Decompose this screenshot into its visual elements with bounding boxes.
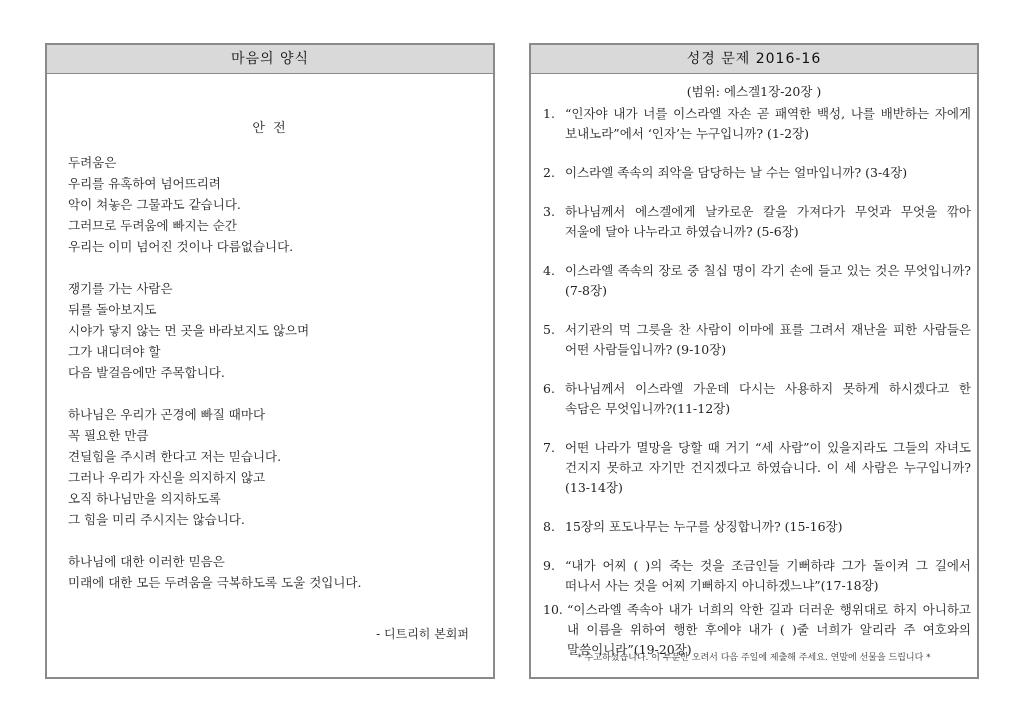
poem-stanza	[68, 278, 478, 383]
poem-line: 미래에 대한 모든 두려움을 극복하도록 도울 것입니다.	[68, 575, 362, 590]
poem-line: 그 힘을 미리 주시지는 않습니다.	[68, 512, 245, 527]
question-number: 6.	[543, 381, 555, 396]
poem-body	[68, 152, 478, 614]
question-item	[543, 556, 971, 596]
question-number: 5.	[543, 322, 555, 337]
question-text: 서기관의 먹 그릇을 찬 사람이 이마에 표를 그려서 재난을 피한 사람들은 어떤 사람들입니까? (9-10장)	[565, 322, 971, 357]
question-text: 이스라엘 족속의 죄악을 담당하는 날 수는 얼마입니까? (3-4장)	[565, 165, 908, 180]
question-item	[543, 517, 971, 537]
question-number: 4.	[543, 263, 555, 278]
question-item	[543, 438, 971, 498]
panel-title: 마음의 양식	[47, 45, 493, 74]
question-number: 7.	[543, 440, 555, 455]
question-text: 하나님께서 이스라엘 가운데 다시는 사용하지 못하게 하시겠다고 한 속담은 무엇입니까?(11-12장)	[565, 381, 971, 416]
poem-line: 시야가 닿지 않는 먼 곳을 바라보지도 않으며	[68, 323, 310, 338]
question-text: 어떤 나라가 멸망을 당할 때 거기 “세 사람”이 있을지라도 그들의 자녀도 건지지 못하고 자기만 건지겠다고 하였습니다. 이 세 사람은 누구입니까? (13-14장)	[565, 440, 971, 495]
question-item	[543, 320, 971, 360]
poem-line: 오직 하나님만을 의지하도록	[68, 491, 221, 506]
question-number: 9.	[543, 558, 555, 573]
poem-line: 하나님에 대한 이러한 믿음은	[68, 554, 225, 569]
question-number: 1.	[543, 106, 555, 121]
question-list	[543, 104, 971, 660]
quiz-range: (범위: 에스겔1장-20장 )	[686, 84, 822, 99]
poem-line: 견딜힘을 주시려 한다고 저는 믿습니다.	[68, 449, 282, 464]
question-item	[543, 104, 971, 144]
question-text: 하나님께서 에스겔에게 날카로운 칼을 가져다가 무엇과 무엇을 깎아 저울에 달아 나누라고 하였습니까? (5-6장)	[565, 204, 971, 239]
question-number: 8.	[543, 519, 555, 534]
poem-line: 그러나 우리가 자신을 의지하지 않고	[68, 470, 266, 485]
panel-title: 성경 문제 2016-16	[531, 45, 977, 74]
poem-stanza	[68, 551, 478, 593]
poem-title: 안 전	[252, 121, 288, 136]
poem-line: 그러므로 두려움에 빠지는 순간	[68, 218, 237, 233]
poem-line: 우리는 이미 넘어진 것이나 다름없습니다.	[68, 239, 294, 254]
question-text: 15장의 포도나무는 누구를 상징합니까? (15-16장)	[565, 519, 843, 534]
question-text: “인자야 내가 너를 이스라엘 자손 곧 패역한 백성, 나를 배반하는 자에게 보내노라”에서 ‘인자’는 누구입니까? (1-2장)	[565, 106, 971, 141]
poem-line: 꼭 필요한 만큼	[68, 428, 149, 443]
question-text: 이스라엘 족속의 장로 중 칠십 명이 각기 손에 들고 있는 것은 무엇입니까? (7-8장)	[565, 263, 971, 298]
poem-line: 뒤를 돌아보지도	[68, 302, 157, 317]
question-number: 10.	[543, 602, 563, 617]
poem-stanza	[68, 152, 478, 257]
poem-line: 우리를 유혹하여 넘어뜨리려	[68, 176, 221, 191]
question-item	[543, 261, 971, 301]
poem-stanza	[68, 404, 478, 530]
question-number: 3.	[543, 204, 555, 219]
question-number: 2.	[543, 165, 555, 180]
question-item	[543, 379, 971, 419]
poem-line: 다음 발걸음에만 주목합니다.	[68, 365, 225, 380]
footer-note: * 수고하셨습니다. 이 부분만 오려서 다음 주일에 제출해 주세요. 연말에 선물을 드립니다 *	[577, 653, 931, 663]
question-text: “내가 어찌 ( )의 죽는 것을 조금인들 기뻐하랴 그가 돌이켜 그 길에서 떠나서 사는 것을 어찌 기뻐하지 아니하겠느냐”(17-18장)	[565, 558, 971, 593]
question-item	[543, 202, 971, 242]
question-text: “이스라엘 족속아 내가 너희의 악한 길과 더러운 행위대로 하지 아니하고 내 이름을 위하여 행한 후에야 내가 ( )줄 너희가 알리라 주 여호와의 말씀이니라”(19-20장)	[567, 602, 971, 657]
poem-line: 두려움은	[68, 155, 117, 170]
poem-line: 쟁기를 가는 사람은	[68, 281, 173, 296]
poem-author: - 디트리히 본회퍼	[376, 627, 469, 641]
bible-quiz-panel	[529, 43, 979, 679]
devotional-panel	[45, 43, 495, 679]
poem-line: 악이 쳐놓은 그물과도 같습니다.	[68, 197, 241, 212]
poem-line: 하나님은 우리가 곤경에 빠질 때마다	[68, 407, 266, 422]
poem-line: 그가 내디뎌야 할	[68, 344, 161, 359]
question-item	[543, 163, 971, 183]
